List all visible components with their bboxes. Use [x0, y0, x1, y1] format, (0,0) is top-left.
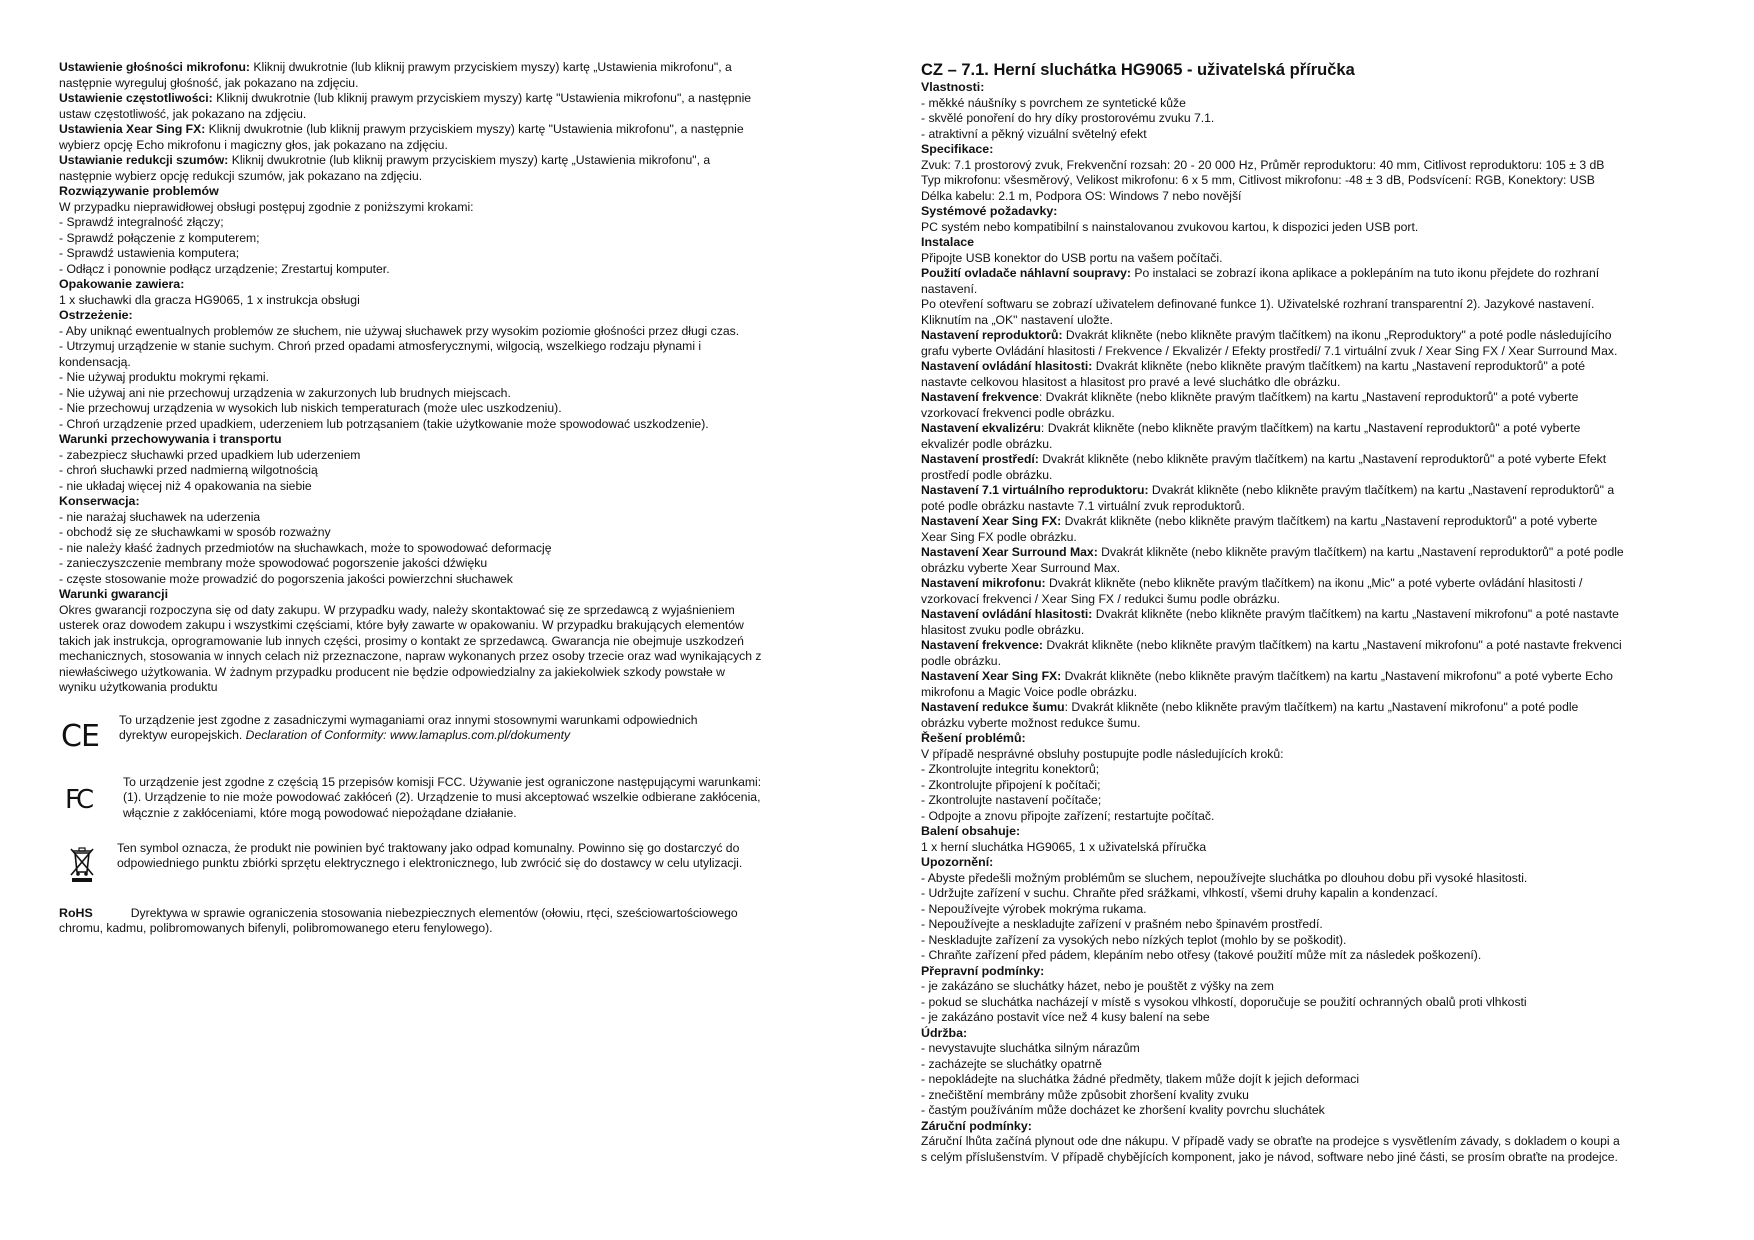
rohs-text: Dyrektywa w sprawie ograniczenia stosowania niebezpiecznych elementów (ołowiu, rtęci, sześciowartościowego	[130, 905, 738, 920]
setting-item: Nastavení 7.1 virtuálního reproduktoru: Dvakrát klikněte (nebo klikněte pravým tlačítkem) na kartu „Nastavení reproduktorů" a	[921, 483, 1615, 497]
list-item: - častým používáním může docházet ke zhoršení kvality povrchu sluchátek	[921, 1103, 1325, 1117]
setting-item: Nastavení reproduktorů: Dvakrát klikněte (nebo klikněte pravým tlačítkem) na ikonu „Reproduktory" a poté podle následujícího	[921, 328, 1612, 342]
list-item: - Odpojte a znovu připojte zařízení; restartujte počítač.	[921, 808, 1215, 823]
warranty-line: usterek oraz dowodem zakupu i wszystkimi częściami, które były zawarte w opakowaniu. W przypadku brakujących elementów	[59, 618, 744, 632]
list-item: - nie narażaj słuchawek na uderzenia	[59, 509, 261, 524]
ce-notice: CE To urządzenie jest zgodne z zasadniczymi wymaganiami oraz innymi stosownymi warunkami odpowiednich dyrektyw europejskich. Declaration of Conformity: www.lamaplus.com.pl/dokumenty	[59, 713, 849, 759]
list-item: - Nie przechowuj urządzenia w wysokich lub niskich temperaturach (może ulec uszkodzeniu).	[59, 401, 562, 415]
list-item: - Utrzymuj urządzenie w stanie suchym. Chroń przed opadami atmosferycznymi, wilgocią, wszelkiego rodzaju płynami i	[59, 339, 702, 353]
setting-item: Nastavení Xear Sing FX: Dvakrát klikněte (nebo klikněte pravým tlačítkem) na kartu „Nastavení mikrofonu" a poté vyberte Echo	[921, 669, 1613, 683]
page-title: CZ – 7.1. Herní sluchátka HG9065 - uživatelská příručka	[921, 61, 1355, 79]
setting-item: Nastavení frekvence: Dvakrát klikněte (nebo klikněte pravým tlačítkem) na kartu „Nastavení reproduktorů" a poté vyberte	[921, 390, 1579, 404]
list-item: kondensacją.	[59, 354, 131, 369]
fcc-notice: FC To urządzenie jest zgodne z częścią 15 przepisów komisji FCC. Używanie jest ograniczone następującymi warunkami: (1). Urządzenie to nie może powodować zakłóceń (2). Urządzenie to musi akceptować wszelkie odbierane zakłócenia, włącznie z zakłóceniami, które mogą powodować niepożądane działanie.	[59, 775, 849, 827]
list-item: - częste stosowanie może prowadzić do pogorszenia jakości powierzchni słuchawek	[59, 571, 513, 586]
setting-item: Nastavení ovládání hlasitosti: Dvakrát klikněte (nebo klikněte pravým tlačítkem) na kartu „Nastavení reproduktorů" a poté	[921, 359, 1586, 373]
weee-text: Ten symbol oznacza, że produkt nie powinien być traktowany jako odpad komunalny. Powinno się go dostarczyć do	[117, 840, 740, 855]
setting-item: Nastavení mikrofonu: Dvakrát klikněte (nebo klikněte pravým tlačítkem) na ikonu „Mic" a poté vyberte ovládání hlasitosti /	[921, 576, 1583, 590]
list-item: - Sprawdź integralność złączy;	[59, 215, 224, 229]
troubleshooting-heading: Řešení problémů:	[921, 731, 1026, 745]
list-item: - zacházejte se sluchátky opatrně	[921, 1056, 1102, 1071]
list-item: - Neskladujte zařízení za vysokých nebo nízkých teplot (mohlo by se poškodit).	[921, 932, 1347, 947]
list-item: - měkké náušníky s povrchem ze syntetické kůže	[921, 95, 1186, 110]
warranty-line: wyniku użytkowania produktu	[59, 680, 218, 694]
troubleshooting-intro: W przypadku nieprawidłowej obsługi postępuj zgodnie z poniższymi krokami:	[59, 199, 474, 214]
list-item: - skvělé ponoření do hry díky prostorovému zvuku 7.1.	[921, 111, 1215, 125]
warranty-line: Záruční lhůta začíná plynout ode dne nákupu. V případě vady se obraťte na prodejce s vysvětlením závady, s dokladem o koupi a	[921, 1134, 1620, 1148]
list-item: - znečištění membrány může způsobit zhoršení kvality zvuku	[921, 1087, 1249, 1102]
polish-column	[59, 60, 849, 940]
spec-line: Typ mikrofonu: všesměrový, Velikost mikrofonu: 6 x 5 mm, Citlivost mikrofonu: -48 ± 3 dB, Podsvícení: RGB, Konektory: USB	[921, 173, 1595, 187]
list-item: - nevystavujte sluchátka silným nárazům	[921, 1041, 1140, 1055]
list-item: - obchodź się ze słuchawkami w sposób rozważny	[59, 525, 331, 539]
transport-heading: Přepravní podmínky:	[921, 963, 1045, 978]
ce-text: To urządzenie jest zgodne z zasadniczymi wymaganiami oraz innymi stosownymi warunkami odpowiednich	[119, 712, 698, 727]
warranty-line: s celým příslušenstvím. V případě chybějících komponent, jako je návod, software nebo jiné části, se prosím obraťte na prodejce.	[921, 1149, 1618, 1164]
fcc-text: To urządzenie jest zgodne z częścią 15 przepisów komisji FCC. Używanie jest ograniczone następującymi warunkami:	[123, 774, 762, 789]
warnings-heading: Upozornění:	[921, 855, 994, 869]
list-item: - nie należy kłaść żadnych przedmiotów na słuchawkach, może to spowodować deformację	[59, 540, 552, 555]
ce-mark-icon: CE	[61, 718, 99, 754]
features-heading: Vlastnosti:	[921, 80, 985, 94]
weee-notice: Ten symbol oznacza, że produkt nie powinien być traktowany jako odpad komunalny. Powinno się go dostarczyć do odpowiedniego punktu zbiórki sprzętu elektrycznego i elektronicznego, lub zwrócić się do dostawcy w celu utylizacji.	[59, 841, 849, 895]
package-text: 1 x herní sluchátka HG9065, 1 x uživatelská příručka	[921, 839, 1207, 854]
list-item: - atraktivní a pěkný vizuální světelný efekt	[921, 126, 1147, 141]
package-heading: Opakowanie zawiera:	[59, 277, 185, 291]
rohs-notice: RoHS Dyrektywa w sprawie ograniczenia stosowania niebezpiecznych elementów (ołowiu, rtęci, sześciowartościowego chromu, kadmu, polibromowanych bifenyli, polibromowanego eteru fenylowego).	[59, 905, 738, 935]
setting-item: Nastavení Xear Surround Max: Dvakrát klikněte (nebo klikněte pravým tlačítkem) na kartu „Nastavení reproduktorů" a poté podle	[921, 545, 1624, 559]
list-item: - zabezpiecz słuchawki przed upadkiem lub uderzeniem	[59, 447, 361, 462]
list-item: - Zkontrolujte integritu konektorů;	[921, 762, 1100, 776]
spec-line: Zvuk: 7.1 prostorový zvuk, Frekvenční rozsah: 20 - 20 000 Hz, Průměr reproduktoru: 40 mm, Citlivost reproduktoru: 105 ± 3 dB	[921, 157, 1605, 172]
setting-item: Nastavení frekvence: Dvakrát klikněte (nebo klikněte pravým tlačítkem) na kartu „Nastavení mikrofonu" a poté nastavte frekvenci	[921, 638, 1622, 652]
warranty-heading: Warunki gwarancji	[59, 587, 169, 601]
fcc-logo-icon: FC	[65, 784, 91, 815]
list-item: - Udržujte zařízení v suchu. Chraňte před srážkami, vlhkostí, všemi druhy kapalin a kondenzací.	[921, 886, 1438, 900]
maintenance-heading: Údržba:	[921, 1025, 968, 1040]
package-text: 1 x słuchawki dla gracza HG9065, 1 x instrukcja obsługi	[59, 292, 360, 307]
list-item: - Abyste předešli možným problémům se sluchem, nepoužívejte sluchátka po dlouhou dobu při vysoké hlasitosti.	[921, 870, 1528, 885]
list-item: - zanieczyszczenie membrany może spowodować pogorszenie jakości dźwięku	[59, 556, 488, 570]
list-item: - Chroń urządzenie przed upadkiem, uderzeniem lub potrząsaniem (takie użytkowanie może spowodować uszkodzenie).	[59, 416, 709, 431]
requirements-text: PC systém nebo kompatibilní s nainstalovanou zvukovou kartou, k dispozici jeden USB port.	[921, 219, 1419, 234]
rohs-label: RoHS	[59, 905, 93, 920]
list-item: - Odłącz i ponownie podłącz urządzenie; Zrestartuj komputer.	[59, 261, 390, 276]
list-item: - Nie używaj ani nie przechowuj urządzenia w zakurzonych lub brudnych miejscach.	[59, 385, 511, 400]
install-text: Připojte USB konektor do USB portu na vašem počítači.	[921, 250, 1223, 265]
crossed-bin-icon	[69, 845, 95, 888]
install-heading: Instalace	[921, 235, 975, 249]
list-item: - Aby uniknąć ewentualnych problemów ze słuchem, nie używaj słuchawek przy wysokim poziomie głośności przez długi czas.	[59, 323, 740, 338]
mic-xear-setting: Ustawienia Xear Sing FX: Kliknij dwukrotnie (lub kliknij prawym przyciskiem myszy) kartę "Ustawienia mikrofonu", a następnie	[59, 122, 744, 136]
list-item: - Zkontrolujte připojení k počítači;	[921, 777, 1101, 792]
list-item: - Nepoužívejte výrobek mokrýma rukama.	[921, 901, 1147, 916]
troubleshooting-heading: Rozwiązywanie problemów	[59, 184, 219, 198]
setting-item: Nastavení redukce šumu: Dvakrát klikněte (nebo klikněte pravým tlačítkem) na kartu „Nastavení mikrofonu" a poté podle	[921, 700, 1579, 714]
storage-heading: Warunki przechowywania i transportu	[59, 432, 282, 446]
list-item: - nie układaj więcej niż 4 opakowania na siebie	[59, 478, 312, 493]
spec-heading: Specifikace:	[921, 142, 994, 156]
warnings-heading: Ostrzeżenie:	[59, 308, 133, 322]
maintenance-heading: Konserwacja:	[59, 494, 140, 508]
warranty-line: mechanicznych, stosowania w innych celach niż przeznaczone, napraw wykonanych przez osoby trzecie oraz wad wynikających z	[59, 649, 762, 663]
mic-noise-setting: Ustawianie redukcji szumów: Kliknij dwukrotnie (lub kliknij prawym przyciskiem myszy) kartę „Ustawienia mikrofonu", a	[59, 153, 711, 167]
list-item: - pokud se sluchátka nacházejí v místě s vysokou vlhkostí, doporučuje se použití ochranných obalů proti vlhkosti	[921, 994, 1527, 1009]
declaration-link[interactable]: Declaration of Conformity: www.lamaplus.com.pl/dokumenty	[245, 728, 571, 742]
list-item: - Nie używaj produktu mokrymi rękami.	[59, 370, 269, 384]
mic-settings-section: Ustawienie głośności mikrofonu: Kliknij dwukrotnie (lub kliknij prawym przyciskiem myszy) kartę „Ustawienia mikrofonu", a następnie wyreguluj głośność, jak pokazano na zdjęciu. Ustawienie częstotliwości: Kliknij dwukrotnie (lub kliknij prawym przyciskiem myszy) kartę "Ustawienia mikrofonu", a następnie ustaw częstotliwość, jak pokazano na zdjęciu. Ustawienia Xear Sing FX: Kliknij dwukrotnie (lub kliknij prawym przyciskiem myszy) kartę "Ustawienia mikrofonu", a następnie wybierz opcję Echo mikrofonu i magiczny głos, jak pokazano na zdjęciu. Ustawianie redukcji szumów: Kliknij dwukrotnie (lub kliknij prawym przyciskiem myszy) kartę „Ustawienia mikrofonu", a następnie wybierz opcję redukcji szumów, jak pokazano na zdjęciu.	[59, 60, 849, 184]
warranty-line: niewłaściwego użytkowania. W żadnym przypadku producent nie będzie odpowiedzialny za jakiekolwiek szkody powstałe w	[59, 664, 725, 679]
setting-item: Nastavení ekvalizéru: Dvakrát klikněte (nebo klikněte pravým tlačítkem) na kartu „Nastavení reproduktorů" a poté vyberte	[921, 421, 1581, 435]
requirements-heading: Systémové požadavky:	[921, 204, 1058, 218]
list-item: - Zkontrolujte nastavení počítače;	[921, 793, 1102, 807]
list-item: - Sprawdź ustawienia komputera;	[59, 246, 240, 260]
warranty-line: takich jak instrukcja, oprogramowanie lub innych części, prosimy o kontakt ze sprzedawcą. Gwarancja nie obejmuje uszkodzeń	[59, 633, 744, 648]
list-item: - je zakázáno se sluchátky házet, nebo je pouštět z výšky na zem	[921, 979, 1274, 993]
list-item: - je zakázáno postavit více než 4 kusy balení na sebe	[921, 1010, 1210, 1024]
driver-usage: Použití ovladače náhlavní soupravy: Po instalaci se zobrazí ikona aplikace a poklepáním na tuto ikonu přejdete do rozhraní	[921, 266, 1600, 280]
list-item: - nepokládejte na sluchátka žádné předměty, tlakem může dojít k jejich deformaci	[921, 1072, 1360, 1086]
warranty-line: Okres gwarancji rozpoczyna się od daty zakupu. W przypadku wady, należy skontaktować się ze sprzedawcą z wyjaśnieniem	[59, 602, 735, 617]
spec-line: Délka kabelu: 2.1 m, Podpora OS: Windows 7 nebo novější	[921, 188, 1242, 203]
setting-item: Nastavení prostředí: Dvakrát klikněte (nebo klikněte pravým tlačítkem) na kartu „Nastavení reproduktorů" a poté vyberte Efekt	[921, 452, 1607, 466]
czech-column: CZ – 7.1. Herní sluchátka HG9065 - uživatelská příručka Vlastnosti: - měkké náušníky s povrchem ze syntetické kůže - skvělé ponoření do hry díky prostorovému zvuku 7.1. - atraktivní a pěkný vizuální světelný efekt Specifikace: Zvuk: 7.1 prostorový zvuk, Frekvenční rozsah: 20 - 20 000 Hz, Průměr reproduktoru: 40 mm, Citlivost reproduktoru: 105 ± 3 dB Typ mikrofonu: všesměrový, Velikost mikrofonu: 6 x 5 mm, Citlivost mikrofonu: -48 ± 3 dB, Podsvícení: RGB, Konektory: USB Délka kabelu: 2.1 m, Podpora OS: Windows 7 nebo novější Systémové požadavky: PC systém nebo kompatibilní s nainstalovanou zvukovou kartou, k dispozici jeden USB port. Instalace Připojte USB konektor do USB portu na vašem počítači. Použití ovladače náhlavní soupravy: Po instalaci se zobrazí ikona aplikace a poklepáním na tuto ikonu přejdete do rozhraní nastavení. Po otevření softwaru se zobrazí uživatelem definované funkce 1). Uživatelské rozhraní transparentní 2). Jazykové nastavení. Kliknutím na „OK" nastavení uložte. Nastavení reproduktorů: Dvakrát klikněte (nebo klikněte pravým tlačítkem) na ikonu „Reproduktory" a poté podle následujícího grafu vyberte Ovládání hlasitosti / Frekvence / Ekvalizér / Efekty prostředí/ 7.1 virtuální zvuk / Xear Sing FX / Xear Surround Max. Nastavení ovládání hlasitosti: Dvakrát klikněte (nebo klikněte pravým tlačítkem) na kartu „Nastavení reproduktorů" a poté nastavte celkovou hlasitost a hlasitost pro pravé a levé sluchátko dle obrázku. Nastavení frekvence: Dvakrát klikněte (nebo klikněte pravým tlačítkem) na kartu „Nastavení reproduktorů" a poté vyberte vzorkovací frekvenci podle obrázku. Nastavení ekvalizéru: Dvakrát klikněte (nebo klikněte pravým tlačítkem) na kartu „Nastavení reproduktorů" a poté vyberte ekvalizér podle obrázku. Nastavení prostředí: Dvakrát klikněte (nebo klikněte pravým tlačítkem) na kartu „Nastavení reproduktorů" a poté vyberte Efekt prostředí podle obrázku. Nastavení 7.1 virtuálního reproduktoru: Dvakrát klikněte (nebo klikněte pravým tlačítkem) na kartu „Nastavení reproduktorů" a poté podle obrázku nastavte 7.1 virtuální zvuk reproduktorů. Nastavení Xear Sing FX: Dvakrát klikněte (nebo klikněte pravým tlačítkem) na kartu „Nastavení reproduktorů" a poté vyberte Xear Sing FX podle obrázku. Nastavení Xear Surround Max: Dvakrát klikněte (nebo klikněte pravým tlačítkem) na kartu „Nastavení reproduktorů" a poté podle obrázku vyberte Xear Surround Max. Nastavení mikrofonu: Dvakrát klikněte (nebo klikněte pravým tlačítkem) na ikonu „Mic" a poté vyberte ovládání hlasitosti / vzorkovací frekvenci / Xear Sing FX / redukci šumu podle obrázku. Nastavení ovládání hlasitosti: Dvakrát klikněte (nebo klikněte pravým tlačítkem) na kartu „Nastavení mikrofonu" a poté nastavte hlasitost zvuku podle obrázku. Nastavení frekvence: Dvakrát klikněte (nebo klikněte pravým tlačítkem) na kartu „Nastavení mikrofonu" a poté nastavte frekvenci podle obrázku. Nastavení Xear Sing FX: Dvakrát klikněte (nebo klikněte pravým tlačítkem) na kartu „Nastavení mikrofonu" a poté vyberte Echo mikrofonu a Magic Voice podle obrázku. Nastavení redukce šumu: Dvakrát klikněte (nebo klikněte pravým tlačítkem) na kartu „Nastavení mikrofonu" a poté podle obrázku vyberte možnost redukce šumu. Řešení problémů: V případě nesprávné obsluhy postupujte podle následujících kroků: - Zkontrolujte integritu konektorů; - Zkontrolujte připojení k počítači; - Zkontrolujte nastavení počítače; - Odpojte a znovu připojte zařízení; restartujte počítač. Balení obsahuje: 1 x herní sluchátka HG9065, 1 x uživatelská příručka Upozornění: - Abyste předešli možným problémům se sluchem, nepoužívejte sluchátka po dlouhou dobu při vysoké hlasitosti. - Udržujte zařízení v suchu. Chraňte před srážkami, vlhkostí, všemi druhy kapalin a kondenzací. - Nepoužívejte výrobek mokrýma rukama. - Nepoužívejte a neskladujte zařízení v prašném nebo špinavém prostředí. - Neskladujte zařízení za vysokých nebo nízkých teplot (mohlo by se poškodit). - Chraňte zařízení před pádem, klepáním nebo otřesy (takové použití může mít za následek poškození). Přepravní podmínky: - je zakázáno se sluchátky házet, nebo je pouštět z výšky na zem - pokud se sluchátka nacházejí v místě s vysokou vlhkostí, doporučuje se použití ochranných obalů proti vlhkosti - je zakázáno postavit více než 4 kusy balení na sebe Údržba: - nevystavujte sluchátka silným nárazům - zacházejte se sluchátky opatrně - nepokládejte na sluchátka žádné předměty, tlakem může dojít k jejich deformaci - znečištění membrány může způsobit zhoršení kvality zvuku - častým používáním může docházet ke zhoršení kvality povrchu sluchátek Záruční podmínky: Záruční lhůta začíná plynout ode dne nákupu. V případě vady se obraťte na prodejce s vysvětlením závady, s dokladem o koupi a s celým příslušenstvím. V případě chybějících komponent, jako je návod, software nebo jiné části, se prosím obraťte na prodejce.	[921, 60, 1711, 1165]
list-item: - Nepoužívejte a neskladujte zařízení v prašném nebo špinavém prostředí.	[921, 917, 1323, 931]
mic-frequency-setting: Ustawienie częstotliwości: Kliknij dwukrotnie (lub kliknij prawym przyciskiem myszy) kartę "Ustawienia mikrofonu", a następnie	[59, 91, 752, 105]
setting-item: Nastavení ovládání hlasitosti: Dvakrát klikněte (nebo klikněte pravým tlačítkem) na kartu „Nastavení mikrofonu" a poté nastavte	[921, 607, 1619, 621]
mic-volume-setting: Ustawienie głośności mikrofonu: Kliknij dwukrotnie (lub kliknij prawym przyciskiem myszy) kartę „Ustawienia mikrofonu", a	[59, 60, 732, 74]
setting-item: Nastavení Xear Sing FX: Dvakrát klikněte (nebo klikněte pravým tlačítkem) na kartu „Nastavení reproduktorů" a poté vyberte	[921, 514, 1598, 528]
package-heading: Balení obsahuje:	[921, 824, 1021, 838]
list-item: - Chraňte zařízení před pádem, klepáním nebo otřesy (takové použití může mít za následek poškození).	[921, 948, 1482, 962]
settings-list: Nastavení reproduktorů: Dvakrát klikněte (nebo klikněte pravým tlačítkem) na ikonu „Reproduktory" a poté podle následujícího grafu vyberte Ovládání hlasitosti / Frekvence / Ekvalizér / Efekty prostředí/ 7.1 virtuální zvuk / Xear Sing FX / Xear Surround Max. Nastavení ovládání hlasitosti: Dvakrát klikněte (nebo klikněte pravým tlačítkem) na kartu „Nastavení reproduktorů" a poté nastavte celkovou hlasitost a hlasitost pro pravé a levé sluchátko dle obrázku. Nastavení frekvence: Dvakrát klikněte (nebo klikněte pravým tlačítkem) na kartu „Nastavení reproduktorů" a poté vyberte vzorkovací frekvenci podle obrázku. Nastavení ekvalizéru: Dvakrát klikněte (nebo klikněte pravým tlačítkem) na kartu „Nastavení reproduktorů" a poté vyberte ekvalizér podle obrázku. Nastavení prostředí: Dvakrát klikněte (nebo klikněte pravým tlačítkem) na kartu „Nastavení reproduktorů" a poté vyberte Efekt prostředí podle obrázku. Nastavení 7.1 virtuálního reproduktoru: Dvakrát klikněte (nebo klikněte pravým tlačítkem) na kartu „Nastavení reproduktorů" a poté podle obrázku nastavte 7.1 virtuální zvuk reproduktorů. Nastavení Xear Sing FX: Dvakrát klikněte (nebo klikněte pravým tlačítkem) na kartu „Nastavení reproduktorů" a poté vyberte Xear Sing FX podle obrázku. Nastavení Xear Surround Max: Dvakrát klikněte (nebo klikněte pravým tlačítkem) na kartu „Nastavení reproduktorů" a poté podle obrázku vyberte Xear Surround Max. Nastavení mikrofonu: Dvakrát klikněte (nebo klikněte pravým tlačítkem) na ikonu „Mic" a poté vyberte ovládání hlasitosti / vzorkovací frekvenci / Xear Sing FX / redukci šumu podle obrázku. Nastavení ovládání hlasitosti: Dvakrát klikněte (nebo klikněte pravým tlačítkem) na kartu „Nastavení mikrofonu" a poté nastavte hlasitost zvuku podle obrázku. Nastavení frekvence: Dvakrát klikněte (nebo klikněte pravým tlačítkem) na kartu „Nastavení mikrofonu" a poté nastavte frekvenci podle obrázku. Nastavení Xear Sing FX: Dvakrát klikněte (nebo klikněte pravým tlačítkem) na kartu „Nastavení mikrofonu" a poté vyberte Echo mikrofonu a Magic Voice podle obrázku. Nastavení redukce šumu: Dvakrát klikněte (nebo klikněte pravým tlačítkem) na kartu „Nastavení mikrofonu" a poté podle obrázku vyberte možnost redukce šumu.	[921, 328, 1711, 731]
warranty-heading: Záruční podmínky:	[921, 1118, 1032, 1133]
list-item: - Sprawdź połączenie z komputerem;	[59, 230, 260, 245]
troubleshooting-intro: V případě nesprávné obsluhy postupujte podle následujících kroků:	[921, 746, 1284, 761]
list-item: - chroń słuchawki przed nadmierną wilgotnością	[59, 463, 318, 477]
